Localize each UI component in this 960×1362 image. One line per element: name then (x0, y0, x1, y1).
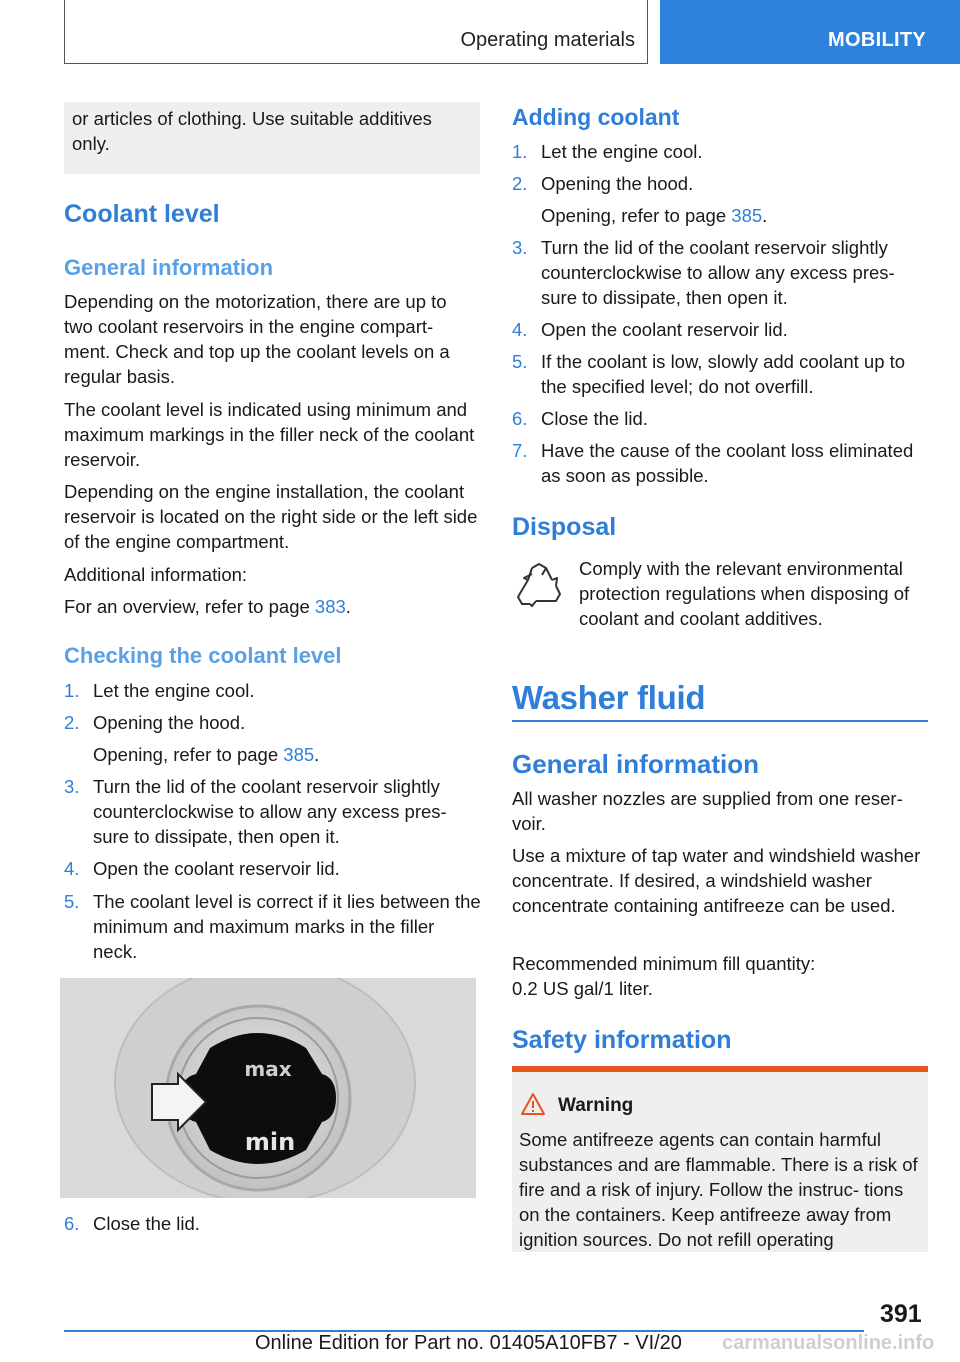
tab-mobility[interactable] (660, 0, 960, 64)
page-link-383[interactable]: 383 (314, 596, 346, 617)
watermark: carmanualsonline.info (722, 1332, 935, 1354)
page-link-385[interactable]: 385 (283, 744, 315, 765)
step-text: Opening the hood. (541, 173, 694, 194)
step-text: Let the engine cool. (93, 680, 255, 701)
step-number: 6. (512, 408, 528, 429)
step-number: 6. (64, 1213, 80, 1234)
washer-paragraph-3a: Recommended minimum fill quantity: (512, 953, 816, 974)
safety-heading: Safety information (512, 1026, 732, 1054)
step-text: The coolant level is correct if it lies between the minimum and maximum marks in the filler neck. (93, 891, 481, 962)
washer-general-heading: General information (512, 749, 760, 779)
general-paragraph-2: The coolant level is indicated using minimum and maximum markings in the filler neck of the coolant reservoir. (64, 399, 475, 470)
warning-label: Warning (558, 1095, 634, 1116)
step-number: 7. (512, 440, 528, 461)
general-paragraph-4: Additional information: (64, 564, 248, 585)
step-text: Close the lid. (541, 408, 648, 429)
step-text: Open the coolant reservoir lid. (93, 858, 340, 879)
step-number: 5. (64, 891, 80, 912)
step-number: 3. (64, 776, 80, 797)
photo-min-label: min (244, 1128, 296, 1156)
recycle-icon (512, 560, 566, 614)
coolant-level-heading: Coolant level (64, 200, 220, 228)
washer-paragraph-1: All washer nozzles are supplied from one reser- voir. (512, 788, 903, 834)
filler-neck-illustration (60, 978, 476, 1198)
note-box (64, 102, 480, 174)
general-paragraph-3: Depending on the engine installation, the coolant reservoir is located on the right side or the left side of the engine compartment. (64, 481, 478, 552)
washer-paragraph-3b: 0.2 US gal/1 liter. (512, 978, 653, 999)
general-paragraph-5: For an overview, refer to page 383. (64, 596, 351, 617)
step-number: 2. (512, 173, 528, 194)
step-sub-text: Opening, refer to page 385. (93, 744, 320, 765)
step-text: Open the coolant reservoir lid. (541, 319, 788, 340)
disposal-text: Comply with the relevant environmental protection regulations when disposing of coolant and coolant additives. (579, 558, 910, 629)
washer-paragraph-2: Use a mixture of tap water and windshield washer concentrate. If desired, a windshield washer concentrate containing antifreeze can be used. (512, 845, 921, 916)
step-text: If the coolant is low, slowly add coolant up to the specified level; do not overfill. (541, 351, 906, 397)
step-number: 1. (512, 141, 528, 162)
disposal-heading: Disposal (512, 513, 617, 541)
step-text: Opening the hood. (93, 712, 246, 733)
overview-text: For an overview, refer to page (64, 596, 315, 617)
section-title: Operating materials (460, 29, 635, 51)
sub-text: Opening, refer to page (93, 744, 284, 765)
step-number: 1. (64, 680, 80, 701)
step-number: 5. (512, 351, 528, 372)
tab-mobility-label: MOBILITY (828, 29, 926, 51)
step-number: 4. (64, 858, 80, 879)
page-number: 391 (880, 1300, 922, 1328)
step-text: Turn the lid of the coolant reservoir slightly counterclockwise to allow any excess pres- sure to dissipate, then open it. (541, 237, 895, 308)
step-text: Turn the lid of the coolant reservoir slightly counterclockwise to allow any excess pres- sure to dissipate, then open it. (93, 776, 447, 847)
warning-text: Some antifreeze agents can contain harmful substances and are flammable. There is a risk of fire and a risk of injury. Follow the instruc- tions on the containers. Keep antifreeze away from ignition sources. Do not refill operating (519, 1129, 918, 1250)
heading-rule (512, 720, 928, 722)
step-text: Let the engine cool. (541, 141, 703, 162)
photo-max-label: max (244, 1057, 292, 1081)
step-text: Close the lid. (93, 1213, 200, 1234)
adding-coolant-heading: Adding coolant (512, 104, 680, 130)
washer-fluid-heading: Washer fluid (512, 679, 706, 716)
note-text: or articles of clothing. Use suitable additives only. (72, 108, 432, 154)
general-paragraph-1: Depending on the motorization, there are up to two coolant reservoirs in the engine compart- ment. Check and top up the coolant levels on a regular basis. (64, 291, 450, 387)
warning-bar (512, 1066, 928, 1072)
warning-triangle-icon (520, 1092, 546, 1116)
sub-text: Opening, refer to page (541, 205, 732, 226)
edition-text: Online Edition for Part no. 01405A10FB7 - VI/20 (255, 1332, 682, 1354)
step-sub-text: Opening, refer to page 385. (541, 205, 768, 226)
step-number: 2. (64, 712, 80, 733)
step-text: Have the cause of the coolant loss eliminated as soon as possible. (541, 440, 914, 486)
step-number: 3. (512, 237, 528, 258)
page-link-385-right[interactable]: 385 (731, 205, 763, 226)
checking-heading: Checking the coolant level (64, 643, 342, 668)
filler-neck-photo (60, 978, 476, 1198)
step-number: 4. (512, 319, 528, 340)
general-info-heading: General information (64, 255, 274, 280)
